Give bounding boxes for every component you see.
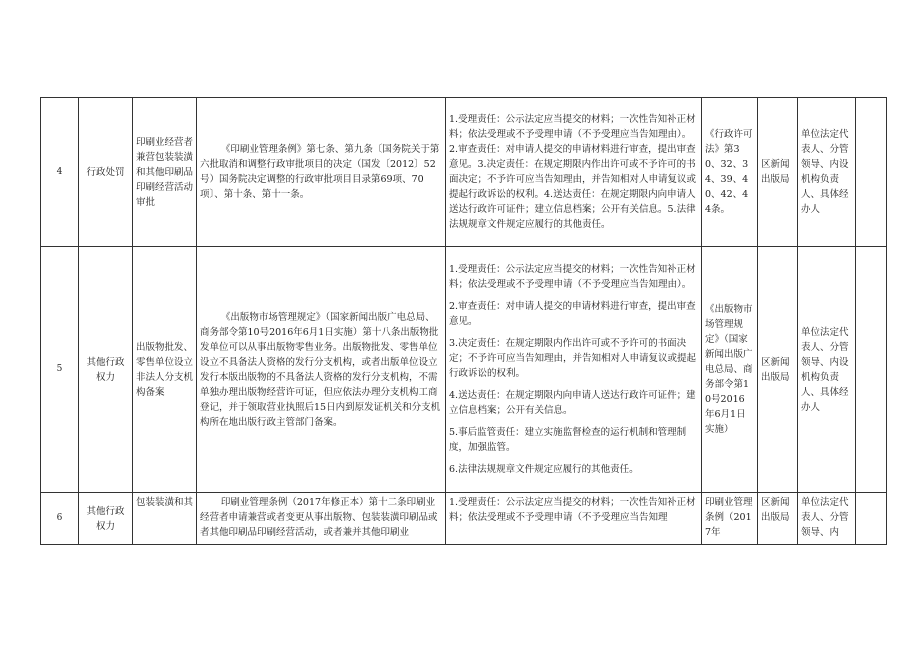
law-reference: 《行政许可法》第30、32、34、39、40、42、44条。 [702,98,758,247]
legal-basis: 《出版物市场管理规定》（国家新闻出版广电总局、商务部令第10号2016年6月1日实施）第十八条出版物批发单位可以从事出版物零售业务。出版物批发、零售单位设立不具备法人资格的发行分支机构，或者出版单位设立发行本版出版物的不具备法人资格的发行分支机构，不需单独办理出版物经营许可证，但应依法办理分支机构工商登记，并于领取营业执照后15日内到原发证机关和分支机构所在地出版行政主管部门备案。 [197,247,446,493]
table-row [41,247,887,493]
legal-basis: 《印刷业管理条例》第七条、第九条〔国务院关于第六批取消和调整行政审批项目的决定（国发〔2012〕52号）国务院决定调整的行政审批项目目录第69项、70项〕、第十条、第十一条。 [197,98,446,247]
responsibility-item: 2.审查责任：对申请人提交的申请材料进行审查，提出审查意见。 [449,301,696,327]
responsibility-list [446,98,702,247]
table-row [41,98,887,247]
row-number: 4 [41,98,79,247]
row-number: 6 [41,493,79,545]
responsibility-item: 6.法律法规规章文件规定应履行的其他责任。 [449,464,639,475]
responsibility-item: 1.受理责任：公示法定应当提交的材料；一次性告知补正材料；依法受理或不予受理申请（不予受理应当告知理 [449,497,696,523]
responsibility-item: 1.受理责任：公示法定应当提交的材料；一次性告知补正材料；依法受理或不予受理申请（不予受理应当告知理由）。2.审查责任：对申请人提交的申请材料进行审查，提出审查意见。3.决定责任：在规定期限内作出许可或不予许可的书面决定；不予许可应当告知理由，并告知相对人申请复议或提起行政诉讼的权利。4.送达责任：在规定期限内向申请人送达行政许可证件；建立信息档案；公开有关信息。5.法律法规规章文件规定应履行的其他责任。 [449,114,697,230]
responsibility-list [446,247,702,493]
department: 区新闻出版局 [758,493,798,545]
responsible-subject: 单位法定代表人、分管领导、内 [798,493,856,545]
row-number: 5 [41,247,79,493]
responsibility-table [40,97,887,545]
law-reference: 印刷业管理条例（2017年 [702,493,758,545]
item-name: 印刷业经营者兼营包装装潢和其他印刷品印刷经营活动审批 [133,98,197,247]
power-type: 其他行政权力 [79,493,133,545]
law-reference: 《出版物市场管理规定》（国家新闻出版广电总局、商务部令第10号2016年6月1日实施） [702,247,758,493]
department: 区新闻出版局 [758,247,798,493]
power-type: 其他行政权力 [79,247,133,493]
table-row [41,493,887,545]
item-name: 出版物批发、零售单位设立非法人分支机构备案 [133,247,197,493]
responsibility-item: 3.决定责任：在规定期限内作出许可或不予许可的书面决定；不予许可应当告知理由，并告知相对人申请复议或提起行政诉讼的权利。 [449,338,697,379]
item-name: 包装装潢和其 [133,493,197,545]
responsibility-item: 1.受理责任：公示法定应当提交的材料；一次性告知补正材料；依法受理或不予受理申请（不予受理应当告知理由）。 [449,264,696,290]
responsibility-list [446,493,702,545]
department: 区新闻出版局 [758,98,798,247]
responsible-subject: 单位法定代表人、分管领导、内设机构负责人、具体经办人 [798,247,856,493]
responsibility-item: 5.事后监管责任：建立实施监督检查的运行机制和管理制度，加强监管。 [449,427,687,453]
responsibility-item: 4.送达责任：在规定期限内向申请人送达行政许可证件；建立信息档案；公开有关信息。 [449,390,696,416]
power-type: 行政处罚 [79,98,133,247]
remark-cell [856,493,887,545]
responsible-subject: 单位法定代表人、分管领导、内设机构负责人、具体经办人 [798,98,856,247]
legal-basis: 印刷业管理条例（2017年修正本）第十二条印刷业经营者申请兼营或者变更从事出版物、包装装潢印刷品或者其他印刷品印刷经营活动，或者兼并其他印刷业 [197,493,446,545]
remark-cell [856,98,887,247]
remark-cell [856,247,887,493]
